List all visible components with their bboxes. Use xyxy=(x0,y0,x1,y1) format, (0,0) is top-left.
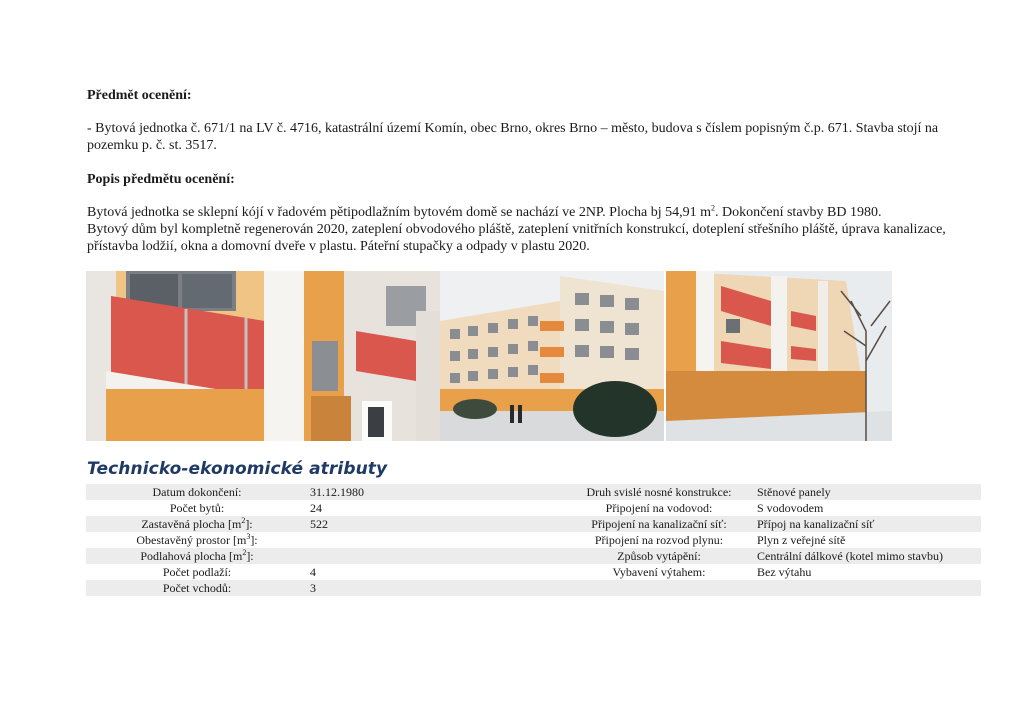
attr-value: 4 xyxy=(310,565,316,579)
attr-label: Druh svislé nosné konstrukce: xyxy=(586,485,732,499)
attr-label: Vybavení výtahem: xyxy=(612,565,706,579)
attr-row-units xyxy=(86,500,981,516)
attr-row-floors xyxy=(86,564,981,580)
attr-value: Stěnové panely xyxy=(757,485,831,499)
attr-label: Podlahová plocha $[m^2]$: xyxy=(140,548,254,563)
attr-value: Přípoj na kanalizační síť xyxy=(757,517,875,531)
attr-label: Připojení na rozvod plynu: xyxy=(594,533,724,547)
description-heading: Popis předmětu ocenění: xyxy=(87,172,235,187)
attr-label: Počet bytů: xyxy=(169,501,225,515)
attr-value: 31.12.1980 xyxy=(310,485,364,499)
attr-value: Plyn z veřejné sítě xyxy=(757,533,846,547)
description-line1: Bytová jednotka se sklepní kójí v řadovém pětipodlažním bytovém domě se nachází ve 2NP. Plocha bj 54,91 $m^2$. Dokončení stavby BD 1980. xyxy=(87,203,882,220)
attr-label: Připojení na vodovod: xyxy=(605,501,713,515)
photo-balconies-closeup xyxy=(86,271,440,441)
attributes-table xyxy=(86,484,981,596)
attr-row-completion xyxy=(86,484,981,500)
photo-building-side xyxy=(666,271,892,441)
attr-value: Centrální dálkové (kotel mimo stavbu) xyxy=(757,549,943,563)
attr-value: Bez výtahu xyxy=(757,565,812,579)
attributes-title: Technicko-ekonomické atributy xyxy=(87,459,388,479)
attr-label: Počet podlaží: xyxy=(162,565,232,579)
attr-label: Zastavěná plocha $[m^2]$: xyxy=(141,516,253,531)
attr-row-floor-area xyxy=(86,548,981,564)
attr-value: 24 xyxy=(310,501,322,515)
attr-label: Datum dokončení: xyxy=(152,485,242,499)
attr-row-volume xyxy=(86,532,981,548)
description-line2: Bytový dům byl kompletně regenerován 2020, zateplení obvodového pláště, zateplení vnitřních konstrukcí, doteplení střešního pláště, úprava kanalizace, přístavba lodžií, okna a domovní dveře v plastu. Páteřní stupačky a odpady v plastu 2020. xyxy=(87,222,946,254)
building-photos xyxy=(86,271,892,441)
attr-value: 3 xyxy=(310,581,316,595)
attr-value: 522 xyxy=(310,517,328,531)
attr-row-entrances xyxy=(86,580,981,596)
attr-label: Připojení na kanalizační síť: xyxy=(591,517,727,531)
subject-text: - Bytová jednotka č. 671/1 na LV č. 4716, katastrální území Komín, obec Brno, okres Brno – město, budova s číslem popisným č.p. 671. Stavba stojí na pozemku p. č. st. 3517. xyxy=(87,121,939,153)
subject-heading: Předmět ocenění: xyxy=(87,88,192,103)
photo-building-block xyxy=(440,271,664,441)
attr-value: S vodovodem xyxy=(757,501,824,515)
attr-row-built-area xyxy=(86,516,981,532)
attr-label: Počet vchodů: xyxy=(162,581,232,595)
description-text xyxy=(87,204,987,255)
attr-label: Obestavěný prostor $[m^3]$: xyxy=(136,532,258,547)
attr-label: Způsob vytápění: xyxy=(617,549,701,563)
